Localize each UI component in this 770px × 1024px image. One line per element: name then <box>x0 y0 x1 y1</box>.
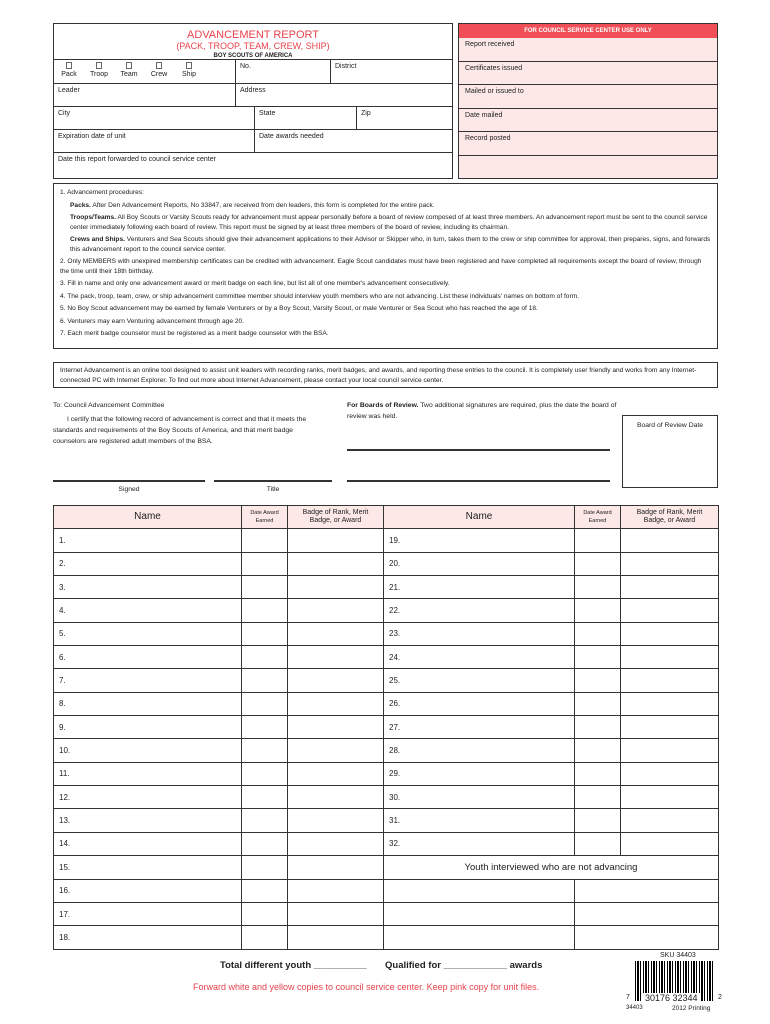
leader-field[interactable]: Leader <box>54 84 236 107</box>
date-cell[interactable] <box>575 832 621 855</box>
date-cell[interactable] <box>242 599 288 622</box>
table-row <box>54 552 719 575</box>
date-cell[interactable] <box>242 879 288 902</box>
title-label: Title <box>266 486 280 493</box>
procedure-crews: Crews and Ships. Venturers and Sea Scouts should give their advancement applications to their Advisor or Skipper who, in turn, takes them to the crew or ship committee for approval, then prepares, signs, and forwards this advancement report to the council service center. <box>70 236 711 253</box>
name-cell[interactable]: 27. <box>384 716 575 739</box>
date-cell[interactable] <box>575 786 621 809</box>
forward-copies-note: Forward white and yellow copies to council service center. Keep pink copy for unit files. <box>193 982 540 992</box>
date-cell[interactable] <box>242 576 288 599</box>
date-cell[interactable] <box>575 739 621 762</box>
table-row <box>54 576 719 599</box>
name-cell[interactable]: 4. <box>54 599 242 622</box>
badge-cell[interactable] <box>621 716 719 739</box>
printing-year: 2012 Printing <box>672 1005 711 1012</box>
name-cell[interactable]: 1. <box>54 529 242 552</box>
date-cell[interactable] <box>575 692 621 715</box>
checkbox-crew[interactable]: Crew <box>144 62 174 78</box>
name-cell[interactable]: 12. <box>54 786 242 809</box>
table-row <box>54 879 719 902</box>
badge-cell[interactable] <box>621 762 719 785</box>
checkbox-ship[interactable]: Ship <box>174 62 204 78</box>
report-subtitle: (PACK, TROOP, TEAM, CREW, SHIP) <box>176 41 330 51</box>
name-cell[interactable]: 7. <box>54 669 242 692</box>
badge-cell[interactable] <box>288 832 384 855</box>
checkbox-troop[interactable]: Troop <box>84 62 114 78</box>
table-row <box>54 529 719 552</box>
name-cell[interactable]: 23. <box>384 622 575 645</box>
badge-cell[interactable] <box>621 576 719 599</box>
city-field[interactable]: City <box>54 107 255 130</box>
table-row <box>54 856 719 879</box>
name-cell[interactable]: 31. <box>384 809 575 832</box>
procedure-2: 2. Only MEMBERS with unexpired membership certificates can be credited with advancement. Eagle Scout candidates must have been registered and have completed all requirements except the board of review, through the time until their 18th birthday. <box>60 258 702 275</box>
unit-type-group <box>54 60 236 84</box>
name-cell[interactable]: 19. <box>384 529 575 552</box>
name-cell[interactable]: 17. <box>54 902 242 925</box>
procedure-troops: Troops/Teams. All Boy Scouts or Varsity Scouts ready for advancement must appear personally before a board of review composed of at least three members. An advancement report must be sent to the council service center immediately following each board of review. This report must be signed by at least three members of the board of review, including its chairman. <box>70 214 708 231</box>
badge-cell[interactable] <box>288 692 384 715</box>
youth-not-advancing-cell[interactable] <box>575 902 719 925</box>
procedure-7: 7. Each merit badge counselor must be registered as a merit badge counselor with the BSA. <box>60 330 329 337</box>
date-forwarded-field[interactable]: Date this report forwarded to council service center <box>58 156 216 163</box>
advancement-table <box>53 505 719 950</box>
report-title: ADVANCEMENT REPORT <box>186 29 320 41</box>
procedure-packs: Packs. After Den Advancement Reports, No 33847, are received from den leaders, this form is completed for the entire pack. <box>70 201 435 209</box>
expiration-date-field[interactable]: Expiration date of unit <box>54 130 255 153</box>
date-cell[interactable] <box>242 692 288 715</box>
date-cell[interactable] <box>242 786 288 809</box>
name-cell[interactable]: 25. <box>384 669 575 692</box>
badge-cell[interactable] <box>288 902 384 925</box>
badge-cell[interactable] <box>288 762 384 785</box>
certification-text: I certify that the following record of advancement is correct and that it meets the standards and requirements of the Boy Scouts of America, and that merit badge counselors are registered adult members of the BSA. <box>53 416 307 445</box>
badge-cell[interactable] <box>621 646 719 669</box>
badge-cell[interactable] <box>288 646 384 669</box>
table-header-row <box>54 506 719 529</box>
name-header-2: Name <box>384 506 575 529</box>
badge-cell[interactable] <box>288 739 384 762</box>
badge-cell[interactable] <box>288 669 384 692</box>
name-cell[interactable]: 21. <box>384 576 575 599</box>
date-cell[interactable] <box>242 809 288 832</box>
name-cell[interactable]: 28. <box>384 739 575 762</box>
council-use-section <box>458 23 718 179</box>
badge-cell[interactable] <box>621 832 719 855</box>
youth-not-advancing-header: Youth interviewed who are not advancing <box>384 856 719 879</box>
date-cell[interactable] <box>575 716 621 739</box>
name-cell[interactable]: 22. <box>384 599 575 622</box>
youth-not-advancing-cell[interactable] <box>575 926 719 949</box>
badge-header-2: Badge of Rank, Merit Badge, or Award <box>621 506 719 529</box>
badge-cell[interactable] <box>621 809 719 832</box>
date-awards-needed-field[interactable]: Date awards needed <box>255 130 452 153</box>
barcode-left-digit: 7 <box>626 994 630 1001</box>
name-cell[interactable]: 9. <box>54 716 242 739</box>
council-blank-field[interactable] <box>459 156 717 180</box>
name-cell[interactable]: 3. <box>54 576 242 599</box>
table-row <box>54 692 719 715</box>
checkbox-pack[interactable]: Pack <box>54 62 84 78</box>
barcode-number: 30176 32344 <box>645 993 698 1003</box>
table-row <box>54 786 719 809</box>
org-name: BOY SCOUTS OF AMERICA <box>213 53 293 59</box>
date-cell[interactable] <box>575 599 621 622</box>
sku-label: SKU 34403 <box>660 952 696 959</box>
date-cell[interactable] <box>242 739 288 762</box>
total-youth-field[interactable]: Total different youth __________ <box>220 960 367 971</box>
date-cell[interactable] <box>242 902 288 925</box>
table-row <box>54 646 719 669</box>
name-header: Name <box>54 506 242 529</box>
badge-cell[interactable] <box>621 786 719 809</box>
badge-cell[interactable] <box>288 809 384 832</box>
title-line[interactable] <box>214 480 332 482</box>
date-header-2: Date Award Earned <box>575 506 621 529</box>
badge-cell[interactable] <box>288 786 384 809</box>
name-cell[interactable]: 26. <box>384 692 575 715</box>
zip-field[interactable]: Zip <box>357 107 452 130</box>
date-cell[interactable] <box>242 529 288 552</box>
council-use-header: FOR COUNCIL SERVICE CENTER USE ONLY <box>459 24 717 38</box>
record-posted-field[interactable]: Record posted <box>459 132 717 156</box>
name-cell[interactable]: 10. <box>54 739 242 762</box>
badge-cell[interactable] <box>288 599 384 622</box>
unit-info-section <box>53 23 453 179</box>
report-received-field[interactable]: Report received <box>459 38 717 62</box>
badge-cell[interactable] <box>288 576 384 599</box>
name-cell[interactable]: 8. <box>54 692 242 715</box>
name-cell[interactable]: 20. <box>384 552 575 575</box>
badge-cell[interactable] <box>288 529 384 552</box>
youth-not-advancing-cell[interactable] <box>384 926 575 949</box>
procedures-section <box>53 183 718 349</box>
youth-not-advancing-cell[interactable] <box>384 902 575 925</box>
name-cell[interactable]: 6. <box>54 646 242 669</box>
name-cell[interactable]: 29. <box>384 762 575 785</box>
table-row <box>54 809 719 832</box>
procedure-1: 1. Advancement procedures: <box>60 189 144 196</box>
badge-cell[interactable] <box>621 599 719 622</box>
internet-advancement-note: Internet Advancement is an online tool designed to assist unit leaders with recording ranks, merit badges, and awards, and reporting these entries to the council. It is completely user friendly and works from any Internet-connected PC with Internet Explorer. To find out more about Internet Advancement, please contact your local council service center. <box>53 362 718 388</box>
procedure-5: 5. No Boy Scout advancement may be earned by female Venturers or by a Boy Scout, Varsity Scout, or male Venturer or Sea Scout who has reached the age of 18. <box>60 305 538 312</box>
procedure-4: 4. The pack, troop, team, crew, or ship advancement committee member should interview youth members who are not advancing. List these individuals' names on bottom of form. <box>60 292 579 300</box>
table-row <box>54 669 719 692</box>
name-cell[interactable]: 13. <box>54 809 242 832</box>
table-row <box>54 832 719 855</box>
badge-cell[interactable] <box>621 622 719 645</box>
date-cell[interactable] <box>242 552 288 575</box>
name-cell[interactable]: 2. <box>54 552 242 575</box>
board-review-note: For Boards of Review. Two additional signatures are required, plus the date the board of review was held. <box>347 402 617 420</box>
board-signature-line-1[interactable] <box>347 449 610 451</box>
date-cell[interactable] <box>575 529 621 552</box>
name-cell[interactable]: 30. <box>384 786 575 809</box>
date-cell[interactable] <box>575 646 621 669</box>
badge-cell[interactable] <box>621 692 719 715</box>
name-cell[interactable]: 14. <box>54 832 242 855</box>
mailed-issued-to-field[interactable]: Mailed or issued to <box>459 85 717 109</box>
date-cell[interactable] <box>575 622 621 645</box>
name-cell[interactable]: 32. <box>384 832 575 855</box>
table-row <box>54 716 719 739</box>
date-cell[interactable] <box>242 856 288 879</box>
badge-cell[interactable] <box>621 669 719 692</box>
board-signature-line-2[interactable] <box>347 480 610 482</box>
signed-line[interactable] <box>53 480 205 482</box>
table-row <box>54 902 719 925</box>
name-cell[interactable]: 15. <box>54 856 242 879</box>
badge-cell[interactable] <box>288 856 384 879</box>
form-code: 34403 <box>626 1005 643 1011</box>
date-cell[interactable] <box>242 762 288 785</box>
badge-cell[interactable] <box>288 879 384 902</box>
table-row <box>54 926 719 949</box>
name-cell[interactable]: 11. <box>54 762 242 785</box>
date-header: Date Award Earned <box>242 506 288 529</box>
date-cell[interactable] <box>242 622 288 645</box>
qualified-awards-field[interactable]: Qualified for ____________ awards <box>385 960 543 971</box>
unit-number-field[interactable]: No. <box>236 60 331 84</box>
date-cell[interactable] <box>575 552 621 575</box>
certification-to: To: Council Advancement Committee <box>53 402 165 409</box>
date-cell[interactable] <box>575 762 621 785</box>
name-cell[interactable]: 16. <box>54 879 242 902</box>
date-cell[interactable] <box>575 809 621 832</box>
badge-cell[interactable] <box>288 552 384 575</box>
badge-cell[interactable] <box>621 739 719 762</box>
name-cell[interactable]: 24. <box>384 646 575 669</box>
date-cell[interactable] <box>575 576 621 599</box>
badge-cell[interactable] <box>288 926 384 949</box>
badge-cell[interactable] <box>621 529 719 552</box>
youth-not-advancing-cell[interactable] <box>575 879 719 902</box>
table-row <box>54 762 719 785</box>
signed-label: Signed <box>118 486 140 493</box>
badge-cell[interactable] <box>621 552 719 575</box>
procedure-6: 6. Venturers may earn Venturing advancement through age 20. <box>60 317 245 325</box>
date-cell[interactable] <box>242 669 288 692</box>
date-cell[interactable] <box>242 716 288 739</box>
barcode-right-digit: 2 <box>718 994 722 1001</box>
report-title-block <box>54 24 452 60</box>
badge-header: Badge of Rank, Merit Badge, or Award <box>288 506 384 529</box>
date-cell[interactable] <box>242 646 288 669</box>
address-field[interactable]: Address <box>236 84 452 107</box>
date-cell[interactable] <box>242 832 288 855</box>
table-row <box>54 739 719 762</box>
badge-cell[interactable] <box>288 622 384 645</box>
certificates-issued-field[interactable]: Certificates issued <box>459 62 717 86</box>
name-cell[interactable]: 18. <box>54 926 242 949</box>
youth-not-advancing-cell[interactable] <box>384 879 575 902</box>
badge-cell[interactable] <box>288 716 384 739</box>
district-field[interactable]: District <box>331 60 452 84</box>
procedure-3: 3. Fill in name and only one advancement award or merit badge on each line, but list all of one member's advancement consecutively. <box>60 280 450 287</box>
date-mailed-field[interactable]: Date mailed <box>459 109 717 133</box>
table-row <box>54 622 719 645</box>
table-row <box>54 599 719 622</box>
state-field[interactable]: State <box>255 107 357 130</box>
checkbox-team[interactable]: Team <box>114 62 144 78</box>
date-cell[interactable] <box>242 926 288 949</box>
board-review-date-box[interactable]: Board of Review Date <box>622 415 718 488</box>
name-cell[interactable]: 5. <box>54 622 242 645</box>
date-cell[interactable] <box>575 669 621 692</box>
